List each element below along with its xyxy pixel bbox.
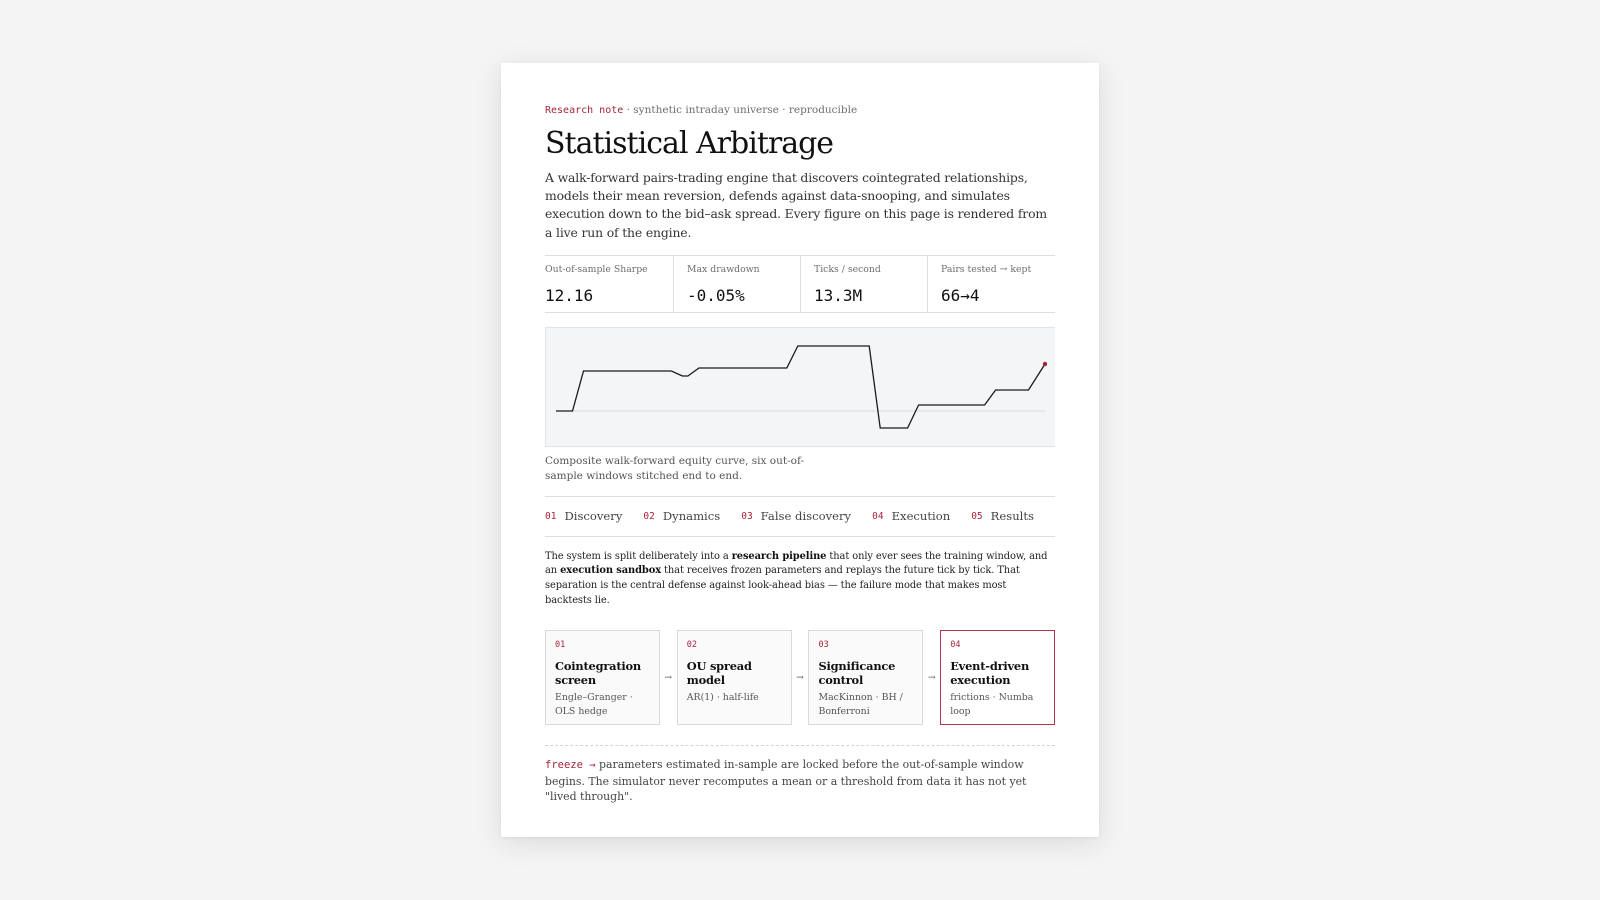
stage-subtitle: frictions · Numba loop bbox=[950, 692, 1034, 718]
architecture-paragraph bbox=[545, 550, 1055, 608]
kpi-value: 66→4 bbox=[941, 285, 980, 305]
tab-number: 04 bbox=[872, 510, 884, 522]
tab-number: 03 bbox=[741, 510, 753, 522]
arrow-icon: → bbox=[664, 672, 673, 683]
equity-line bbox=[556, 346, 1045, 428]
lede-paragraph: A walk-forward pairs-trading engine that discovers cointegrated relationships, models their mean reversion, defends against data-snooping, and simulates execution down to the bid–ask spread. Every figure on this page is rendered from a live run of the engine. bbox=[545, 170, 1047, 240]
kpi-sharpe bbox=[545, 256, 673, 312]
tab-label: Results bbox=[990, 509, 1034, 524]
dashed-divider bbox=[545, 745, 1055, 746]
kpi-pairs bbox=[927, 256, 1055, 312]
body-text: that receives frozen parameters and replays the future tick by tick. That separation is the central defense against look-ahead bias — the failure mode that makes most backtests lie. bbox=[545, 565, 1020, 606]
kpi-label: Out-of-sample Sharpe bbox=[545, 263, 648, 275]
research-note-page bbox=[501, 63, 1099, 837]
kpi-value: -0.05% bbox=[687, 285, 745, 305]
stage-significance-control bbox=[808, 630, 923, 725]
tab-false-discovery[interactable] bbox=[741, 509, 851, 523]
research-pipeline-term: research pipeline bbox=[731, 550, 827, 562]
tab-discovery[interactable] bbox=[545, 509, 622, 523]
kpi-value: 12.16 bbox=[545, 285, 594, 305]
arrow-icon: → bbox=[796, 672, 804, 683]
stage-subtitle: MacKinnon · BH / Bonferroni bbox=[818, 692, 903, 718]
stage-title: OU spread model bbox=[686, 659, 752, 688]
eyebrow-text: · synthetic intraday universe · reproducible bbox=[623, 104, 858, 116]
stage-title: Significance control bbox=[818, 659, 896, 688]
stage-cointegration-screen bbox=[545, 630, 660, 725]
tab-execution[interactable] bbox=[872, 509, 950, 523]
kpi-drawdown bbox=[673, 256, 800, 312]
freeze-note bbox=[545, 757, 1055, 805]
tab-number: 02 bbox=[643, 510, 655, 522]
tab-label: Dynamics bbox=[662, 509, 721, 524]
kpi-ticks bbox=[800, 256, 927, 312]
stage-event-driven-execution bbox=[940, 630, 1055, 725]
equity-endpoint-marker bbox=[1043, 362, 1047, 366]
tab-dynamics[interactable] bbox=[643, 509, 720, 523]
tab-label: Execution bbox=[891, 509, 951, 524]
body-text: that only ever sees the training window, and an bbox=[545, 550, 1048, 577]
stage-subtitle: Engle–Granger · OLS hedge bbox=[555, 692, 633, 718]
stage-ou-spread-model bbox=[677, 630, 792, 725]
freeze-text: parameters estimated in-sample are locked before the out-of-sample window begins. The simulator never recomputes a mean or a threshold from data it has not yet "lived through". bbox=[545, 758, 1027, 804]
stage-number: 04 bbox=[950, 640, 961, 651]
equity-curve-svg bbox=[546, 328, 1055, 446]
stage-title: Cointegration screen bbox=[555, 659, 641, 688]
tab-number: 01 bbox=[545, 510, 557, 522]
tab-results[interactable] bbox=[971, 509, 1034, 523]
stage-number: 03 bbox=[818, 640, 829, 651]
chart-caption: Composite walk-forward equity curve, six out-of-sample windows stitched end to end. bbox=[545, 454, 805, 482]
tab-label: False discovery bbox=[760, 509, 852, 524]
stage-title: Event-driven execution bbox=[950, 659, 1030, 688]
page-title: Statistical Arbitrage bbox=[545, 126, 834, 161]
execution-sandbox-term: execution sandbox bbox=[560, 565, 661, 577]
pipeline-diagram bbox=[545, 630, 1055, 725]
stage-number: 02 bbox=[686, 640, 697, 651]
eyebrow-tag: Research note bbox=[545, 105, 624, 116]
freeze-tag: freeze → bbox=[545, 759, 596, 772]
tab-label: Discovery bbox=[564, 509, 623, 524]
arrow-icon: → bbox=[927, 672, 936, 683]
stage-number: 01 bbox=[555, 640, 566, 651]
equity-curve-chart bbox=[545, 327, 1055, 447]
kpi-label: Ticks / second bbox=[814, 263, 881, 275]
tab-number: 05 bbox=[971, 510, 983, 522]
kpi-label: Pairs tested → kept bbox=[941, 263, 1032, 275]
kpi-strip bbox=[545, 255, 1055, 313]
kpi-value: 13.3M bbox=[814, 285, 863, 305]
body-text: The system is split deliberately into a bbox=[545, 550, 732, 562]
section-tabs bbox=[545, 496, 1055, 537]
page-content bbox=[545, 103, 1055, 805]
kpi-label: Max drawdown bbox=[687, 263, 760, 275]
stage-subtitle: AR(1) · half-life bbox=[686, 692, 759, 704]
eyebrow bbox=[545, 103, 1055, 117]
